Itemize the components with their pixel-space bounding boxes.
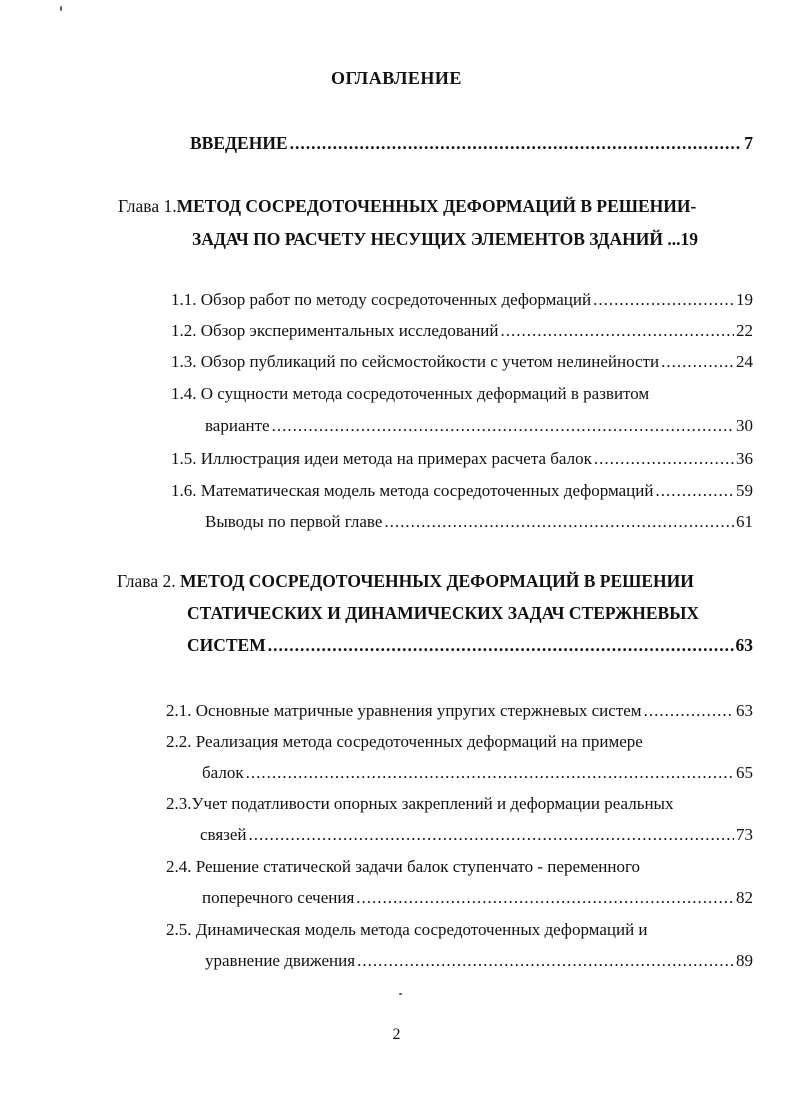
chapter-1-title-line-2: ЗАДАЧ ПО РАСЧЕТУ НЕСУЩИХ ЭЛЕМЕНТОВ ЗДАНИЙ [192, 229, 663, 249]
toc-entry-intro[interactable] [190, 133, 753, 157]
dot-leader [357, 951, 734, 971]
toc-entry-2-2-line-2[interactable] [202, 763, 753, 787]
toc-entry-1-5[interactable] [171, 449, 753, 473]
toc-entry-1-1[interactable] [171, 290, 753, 314]
toc-entry-page: 22 [736, 321, 753, 340]
chapter-1-heading-line-2[interactable] [192, 229, 698, 250]
chapter-1-leader: ... [662, 229, 681, 249]
chapter-1-heading-line-1[interactable] [118, 196, 696, 217]
toc-entry-2-1[interactable] [166, 701, 753, 725]
toc-title: ОГЛАВЛЕНИЕ [331, 68, 462, 88]
dot-leader [594, 449, 734, 469]
dot-leader [290, 133, 743, 154]
toc-entry-2-2-line-1[interactable]: 2.2. Реализация метода сосредоточенных деформаций на примере [166, 732, 643, 751]
toc-entry-label: 1.5. Иллюстрация идеи метода на примерах расчета балок [171, 449, 592, 468]
toc-entry-1-6[interactable] [171, 481, 753, 505]
toc-entry-1-4-line-1[interactable]: 1.4. О сущности метода сосредоточенных деформаций в развитом [171, 384, 650, 403]
toc-entry-label: 2.1. Основные матричные уравнения упругих стержневых систем [166, 701, 642, 720]
toc-entry-label: 1.6. Математическая модель метода сосредоточенных деформаций [171, 481, 654, 500]
scan-speck [60, 6, 62, 11]
dot-leader [246, 763, 734, 783]
dot-leader [268, 635, 734, 656]
toc-entry-2-4-line-1[interactable]: 2.4. Решение статической задачи балок ступенчато - переменного [166, 857, 641, 876]
toc-entry-label: Выводы по первой главе [205, 512, 383, 531]
dot-leader [655, 481, 734, 501]
toc-entry-label: 1.1. Обзор работ по методу сосредоточенных деформаций [171, 290, 592, 309]
toc-entry-1-2[interactable] [171, 321, 753, 345]
chapter-1-page: 19 [680, 229, 698, 249]
toc-entry-label: варианте [205, 416, 270, 435]
dot-leader [249, 825, 734, 845]
dot-leader [644, 701, 734, 721]
toc-entry-page: 59 [736, 481, 753, 500]
toc-entry-label: 1.2. Обзор экспериментальных исследований [171, 321, 499, 340]
toc-entry-2-5-line-1[interactable]: 2.5. Динамическая модель метода сосредоточенных деформаций и [166, 920, 648, 939]
dot-leader [500, 321, 734, 341]
toc-entry-1-4-line-2[interactable] [205, 416, 753, 440]
chapter-2-page: 63 [735, 635, 753, 655]
toc-entry-page: 82 [736, 888, 753, 907]
toc-entry-label: балок [202, 763, 244, 782]
toc-entry-conclusions-1[interactable] [205, 512, 753, 536]
toc-entry-2-3-line-1[interactable]: 2.3.Учет податливости опорных закреплений и деформации реальных [166, 794, 674, 813]
chapter-2-title-line-3: СИСТЕМ [187, 635, 266, 655]
toc-entry-page: 36 [736, 449, 753, 468]
toc-entry-page: 61 [736, 512, 753, 531]
toc-entry-page: 30 [736, 416, 753, 435]
chapter-2-heading-line-3[interactable] [187, 635, 753, 659]
toc-entry-page: 7 [744, 133, 753, 153]
toc-entry-page: 73 [736, 825, 753, 844]
chapter-2-title-line-1: МЕТОД СОСРЕДОТОЧЕННЫХ ДЕФОРМАЦИЙ В РЕШЕНИИ [179, 571, 694, 591]
dot-leader [384, 512, 734, 532]
chapter-1-prefix: Глава 1. [118, 196, 177, 216]
toc-entry-page: 24 [736, 352, 753, 371]
toc-entry-2-3-line-2[interactable] [200, 825, 753, 849]
toc-entry-page: 65 [736, 763, 753, 782]
toc-entry-2-5-line-2[interactable] [205, 951, 753, 975]
page-number: 2 [392, 1026, 401, 1043]
toc-entry-page: 19 [736, 290, 753, 309]
toc-entry-2-4-line-2[interactable] [202, 888, 753, 912]
chapter-2-heading-line-1[interactable] [117, 571, 694, 592]
toc-entry-label: уравнение движения [205, 951, 356, 970]
toc-entry-page: 89 [736, 951, 753, 970]
toc-entry-label: ВВЕДЕНИЕ [190, 133, 288, 153]
dot-leader [661, 352, 734, 372]
scan-speck [399, 993, 402, 995]
toc-entry-label: 1.3. Обзор публикаций по сейсмостойкости с учетом нелинейности [171, 352, 660, 371]
toc-entry-1-3[interactable] [171, 352, 753, 376]
dot-leader [593, 290, 734, 310]
dot-leader [272, 416, 734, 436]
chapter-2-prefix: Глава 2. [117, 571, 180, 591]
chapter-2-heading-line-2[interactable]: СТАТИЧЕСКИХ И ДИНАМИЧЕСКИХ ЗАДАЧ СТЕРЖНЕВЫХ [187, 603, 700, 623]
toc-entry-page: 63 [736, 701, 753, 720]
dot-leader [356, 888, 734, 908]
chapter-1-title-line-1: МЕТОД СОСРЕДОТОЧЕННЫХ ДЕФОРМАЦИЙ В РЕШЕНИИ- [176, 196, 697, 216]
toc-entry-label: поперечного сечения [202, 888, 355, 907]
toc-entry-label: связей [200, 825, 247, 844]
